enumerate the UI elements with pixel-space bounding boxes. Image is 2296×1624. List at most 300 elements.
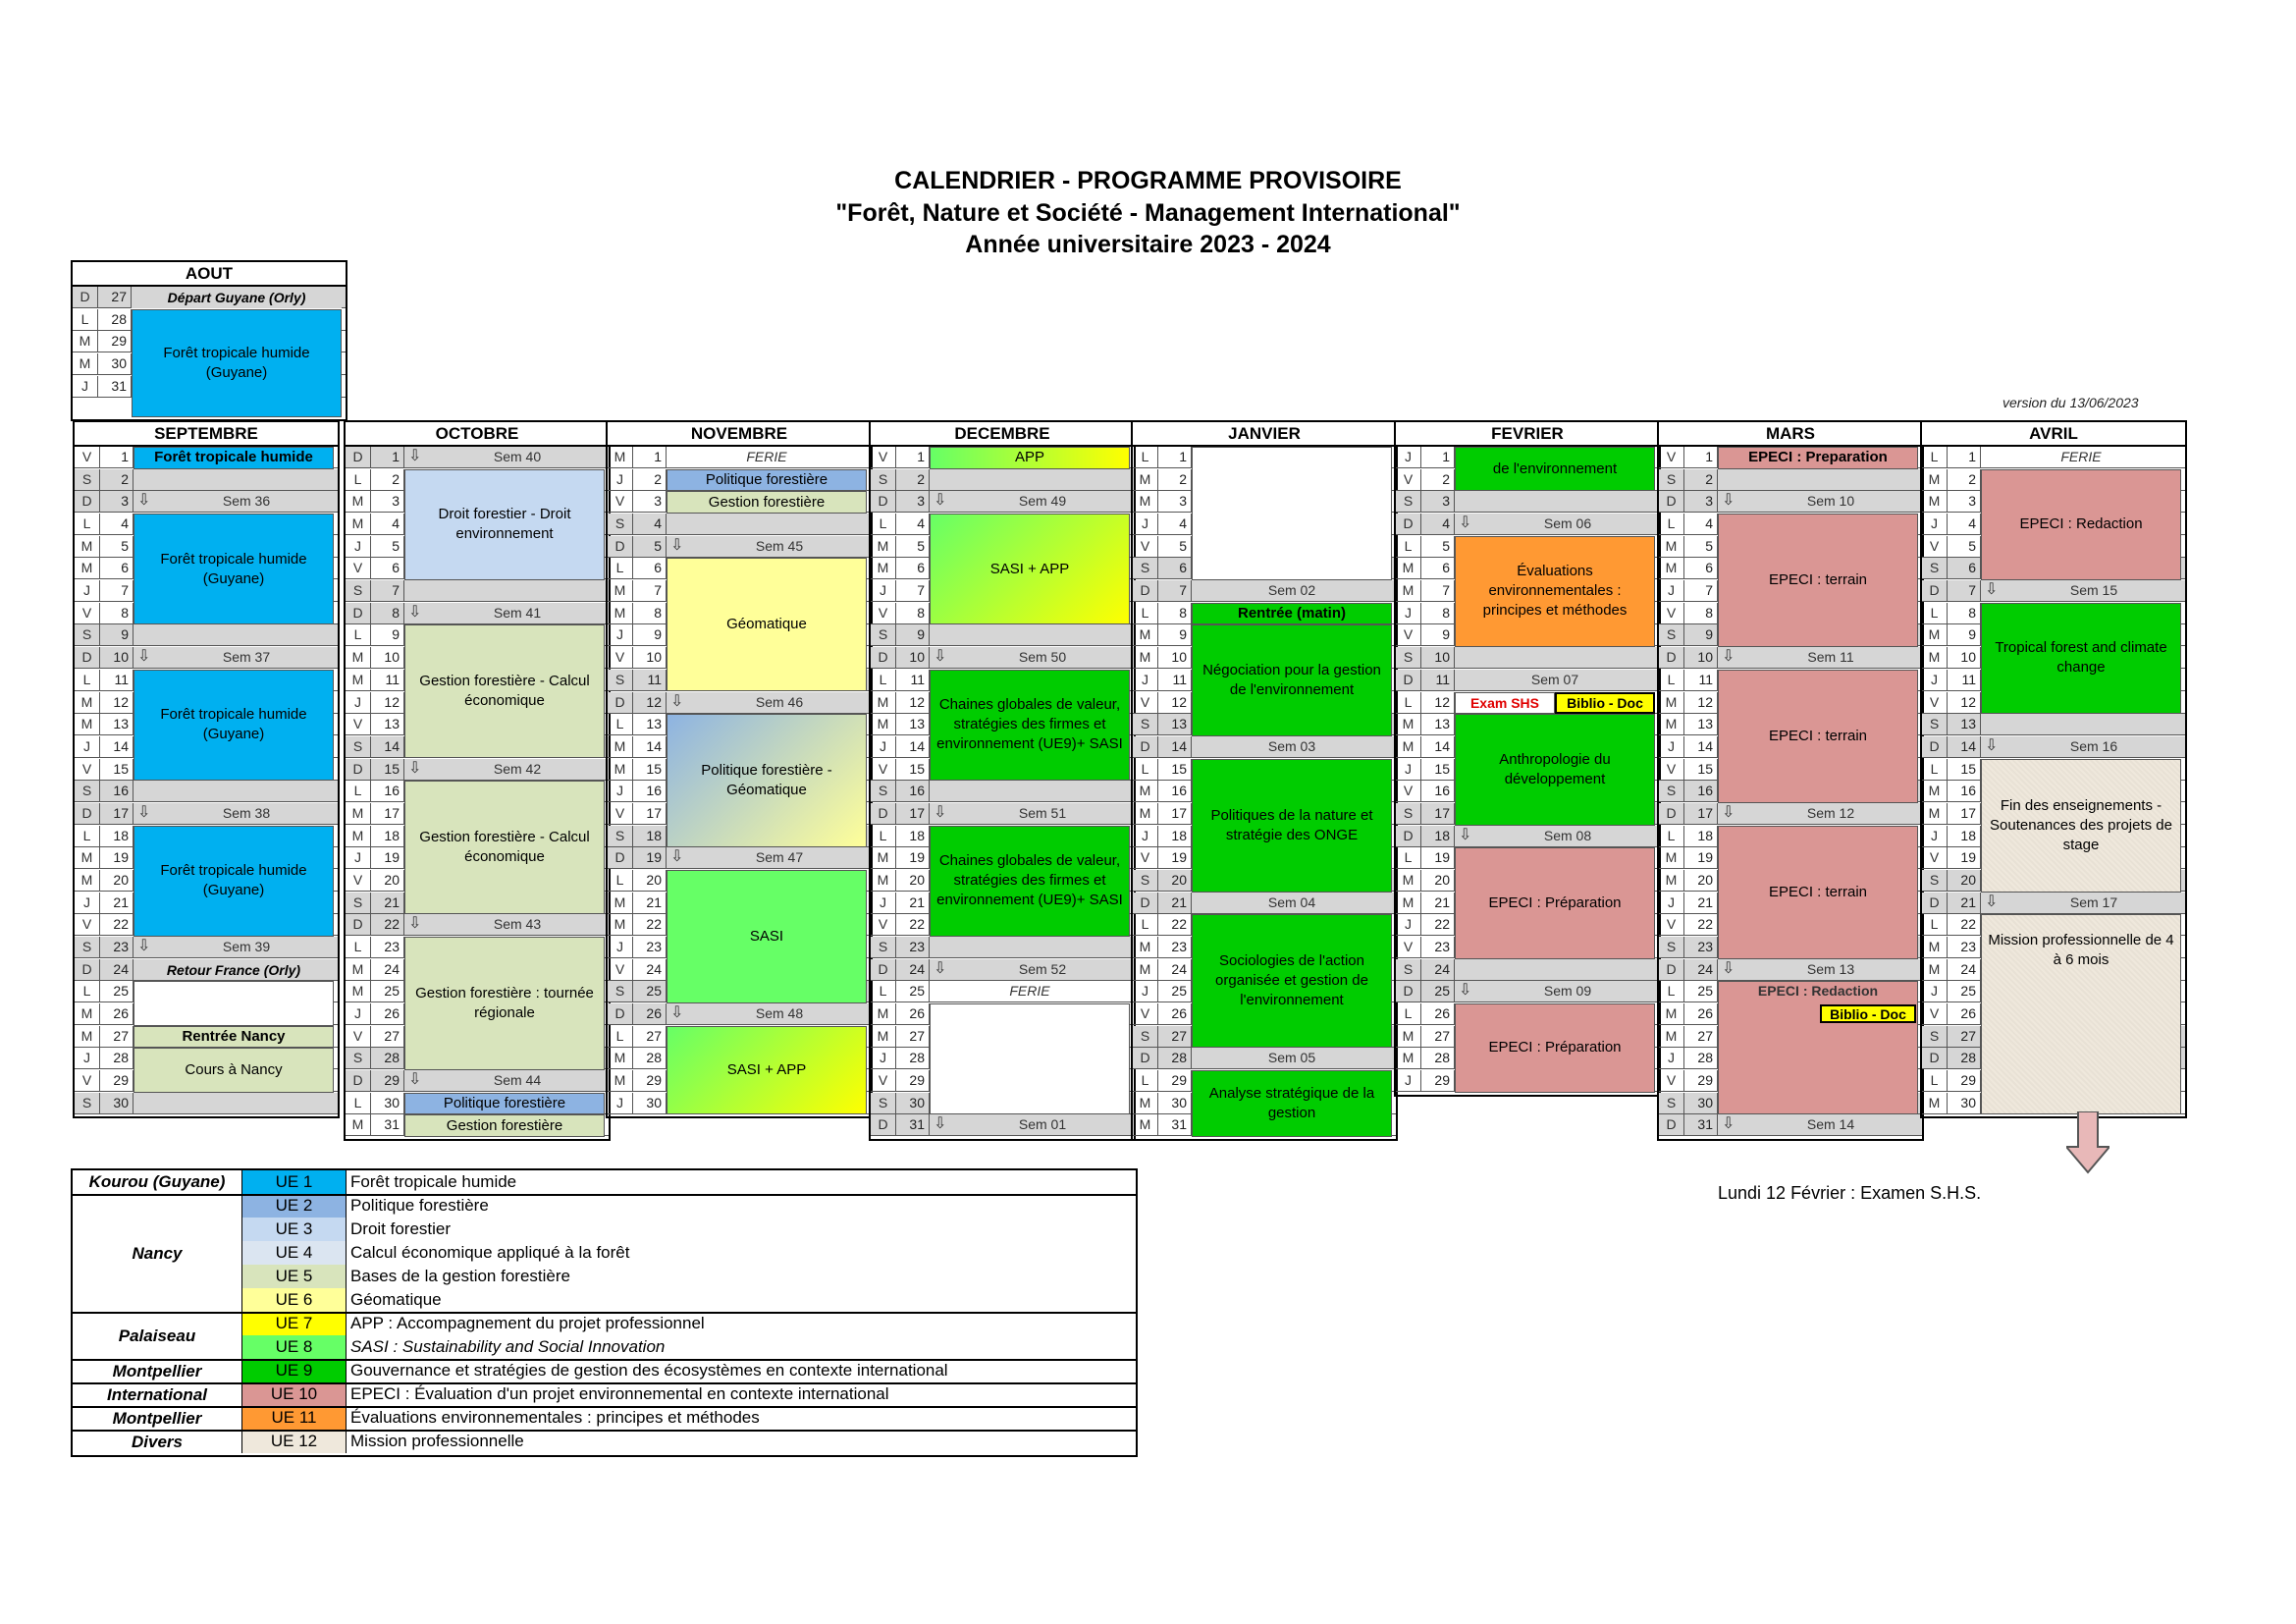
day-letter: M [75,714,100,734]
day-letter: M [871,558,896,578]
day-number: 11 [896,670,930,690]
day-row [75,469,338,491]
day-number: 25 [371,981,404,1001]
event-block: Évaluations environnementales : principes et méthodes [1455,536,1655,647]
day-letter: M [871,847,896,868]
day-number: 24 [371,959,404,980]
day-letter: J [346,1003,371,1024]
day-number: 11 [1948,670,1981,690]
day-number: 26 [371,1003,404,1024]
day-letter: M [1396,714,1421,734]
week-label: Sem 40 [493,449,542,464]
legend-table [71,1168,1138,1457]
day-number: 22 [100,914,133,935]
event-block: Droit forestier - Droit environnement [404,469,605,580]
legend-divider [73,1359,1136,1361]
day-number: 8 [1948,603,1981,623]
day-number: 2 [1421,469,1455,490]
day-letter: J [75,893,100,913]
day-letter: S [1922,1026,1948,1047]
legend-ue-code: UE 4 [242,1241,347,1265]
day-letter: V [608,647,633,668]
day-letter: M [608,1048,633,1068]
week-label: Sem 07 [1530,671,1579,687]
day-letter: D [1922,736,1948,757]
event-block: SASI + APP [930,514,1130,624]
event-block: EPECI : Preparation [1718,447,1918,469]
day-number: 22 [1948,914,1981,935]
day-letter: J [1659,736,1684,757]
event-block: Rentrée (matin) [1192,603,1392,625]
day-letter: M [1133,469,1158,490]
day-letter: J [1659,893,1684,913]
day-number: 23 [1684,937,1718,957]
event-block: de l'environnement [1455,447,1655,491]
day-letter: M [1922,959,1948,980]
legend-ue-code: UE 8 [242,1335,347,1359]
day-number: 21 [896,893,930,913]
day-number: 17 [896,803,930,824]
week-label: Sem 48 [755,1005,804,1021]
day-letter: M [1659,714,1684,734]
day-letter: D [1659,491,1684,512]
day-letter: M [1922,937,1948,957]
day-letter: L [1659,514,1684,534]
day-letter: V [75,1070,100,1091]
day-number: 28 [98,309,132,330]
day-letter: J [1659,580,1684,601]
day-number: 11 [1421,670,1455,690]
week-arrow-icon: ⇩ [934,803,947,821]
day-number: 12 [100,692,133,713]
day-letter: D [871,1114,896,1135]
week-arrow-icon: ⇩ [934,492,947,510]
day-number: 6 [1684,558,1718,578]
holiday-label: FERIE [746,449,787,464]
day-letter: J [871,736,896,757]
day-number: 24 [100,959,133,980]
day-letter: S [871,469,896,490]
day-number: 16 [633,781,667,801]
day-letter: D [1133,736,1158,757]
day-number: 25 [1948,981,1981,1001]
day-letter: V [346,558,371,578]
day-number: 9 [1421,624,1455,645]
day-letter: S [1659,1093,1684,1113]
day-number: 1 [633,447,667,467]
day-number: 25 [1158,981,1192,1001]
day-row [1396,959,1659,981]
day-number: 13 [1421,714,1455,734]
day-letter: L [346,624,371,645]
day-letter: M [1659,870,1684,891]
event-block: Sociologies de l'action organisée et gestion de l'environnement [1192,914,1392,1048]
day-letter: L [1396,692,1421,713]
day-row [871,937,1134,958]
day-letter: S [1396,491,1421,512]
legend-ue-code: UE 7 [242,1312,347,1335]
legend-divider [73,1430,1136,1432]
week-label: Sem 41 [493,604,542,621]
week-arrow-icon: ⇩ [934,1115,947,1133]
day-number: 11 [633,670,667,690]
day-number: 28 [1684,1048,1718,1068]
month-title: JANVIER [1133,422,1396,447]
day-letter: V [608,803,633,824]
day-number: 4 [1421,514,1455,534]
day-letter: L [871,981,896,1001]
day-number: 19 [1684,847,1718,868]
day-number: 16 [1158,781,1192,801]
day-letter: J [73,376,98,397]
day-number: 20 [100,870,133,891]
day-letter: S [75,624,100,645]
day-number: 20 [1421,870,1455,891]
day-letter: M [1133,1114,1158,1135]
event-block: Politiques de la nature et stratégie des ONGE [1192,759,1392,893]
day-number: 14 [371,736,404,757]
day-number: 31 [896,1114,930,1135]
day-letter: S [1659,937,1684,957]
day-letter: L [608,1026,633,1047]
day-number: 1 [896,447,930,467]
day-letter: M [1922,803,1948,824]
day-letter: J [1133,981,1158,1001]
week-arrow-icon: ⇩ [934,959,947,977]
day-letter: D [346,1070,371,1091]
event-block: Gestion forestière - Calcul économique [404,624,605,758]
day-number: 7 [371,580,404,601]
day-letter: J [1922,670,1948,690]
day-row [1922,714,2185,735]
day-letter: V [1133,847,1158,868]
day-letter: M [871,692,896,713]
month-title: AOUT [73,262,346,287]
day-number: 18 [633,826,667,846]
legend-ue-text: Bases de la gestion forestière [350,1267,570,1285]
day-number: 20 [371,870,404,891]
day-number: 17 [1684,803,1718,824]
day-letter: J [75,580,100,601]
day-number: 5 [371,536,404,557]
day-number: 29 [98,331,132,352]
day-number: 7 [1421,580,1455,601]
exam-note: Lundi 12 Février : Examen S.H.S. [1718,1183,1982,1203]
day-number: 22 [896,914,930,935]
day-letter: D [1133,580,1158,601]
day-letter: D [1659,647,1684,668]
day-letter: D [608,847,633,868]
event-block: EPECI : Préparation [1455,847,1655,958]
day-number: 5 [1421,536,1455,557]
day-letter: J [871,1048,896,1068]
event-block: Négociation pour la gestion de l'environnement [1192,624,1392,735]
week-label: Sem 38 [222,804,271,821]
day-number: 7 [896,580,930,601]
day-letter: J [1922,514,1948,534]
day-number: 20 [633,870,667,891]
day-letter: J [1396,759,1421,780]
day-letter: V [75,914,100,935]
day-letter: D [1396,826,1421,846]
day-letter: L [1922,603,1948,623]
week-label: Sem 11 [1807,649,1854,666]
legend-ue-text: Géomatique [350,1290,442,1309]
day-letter: S [1133,558,1158,578]
day-letter: L [75,514,100,534]
day-number: 24 [896,959,930,980]
day-letter: L [1922,914,1948,935]
day-letter: M [1922,491,1948,512]
legend-site: Montpellier [73,1359,242,1382]
day-letter: L [346,1093,371,1113]
week-arrow-icon: ⇩ [670,1004,684,1021]
legend-site: Nancy [73,1194,242,1312]
day-number: 23 [633,937,667,957]
day-letter: D [75,647,100,668]
week-arrow-icon: ⇩ [670,848,684,866]
day-letter: L [1133,914,1158,935]
day-letter: L [1396,536,1421,557]
month-title: MARS [1659,422,1922,447]
day-number: 15 [1684,759,1718,780]
day-letter: V [608,959,633,980]
week-label: Sem 36 [222,493,271,510]
month-title: OCTOBRE [346,422,609,447]
day-number: 24 [1948,959,1981,980]
day-letter: M [608,1070,633,1091]
week-label: Sem 42 [493,760,542,777]
week-label: Sem 47 [755,849,804,866]
week-label: Sem 05 [1267,1050,1316,1066]
day-letter: V [75,759,100,780]
day-letter: V [871,1070,896,1091]
day-letter: J [75,1048,100,1068]
day-letter: D [871,803,896,824]
day-number: 1 [1158,447,1192,467]
week-arrow-icon: ⇩ [1985,736,1999,754]
day-number: 19 [1158,847,1192,868]
day-letter: M [1396,893,1421,913]
day-number: 15 [633,759,667,780]
week-arrow-icon: ⇩ [137,492,151,510]
day-number: 23 [1421,937,1455,957]
day-letter: M [608,580,633,601]
week-arrow-icon: ⇩ [1722,492,1735,510]
event-block: Chaines globales de valeur, stratégies des firmes et environnement (UE9)+ SASI [930,826,1130,937]
day-letter: D [608,1003,633,1024]
day-number: 16 [100,781,133,801]
event-block: Départ Guyane (Orly) [132,287,342,308]
event-block: Anthropologie du développement [1455,714,1655,825]
day-letter: M [346,491,371,512]
day-letter: V [75,603,100,623]
legend-ue-text: Gouvernance et stratégies de gestion des écosystèmes en contexte international [350,1361,948,1380]
day-letter: M [608,914,633,935]
day-number: 19 [100,847,133,868]
event-block: SASI + APP [667,1026,867,1115]
event-block: Gestion forestière [404,1114,605,1137]
day-letter: V [608,491,633,512]
day-letter: L [608,870,633,891]
day-letter: S [1133,714,1158,734]
day-row [75,1093,338,1114]
day-number: 24 [1158,959,1192,980]
day-letter: D [871,959,896,980]
month-fevrier [1394,420,1661,1097]
day-letter: S [1922,558,1948,578]
day-number: 26 [1684,1003,1718,1024]
day-letter: L [75,826,100,846]
day-row [75,624,338,646]
day-number: 5 [633,536,667,557]
day-row [871,781,1134,802]
week-label: Sem 39 [222,939,271,954]
day-number: 21 [1421,893,1455,913]
day-number: 19 [371,847,404,868]
day-letter: V [1659,1070,1684,1091]
event-block: Gestion forestière - Calcul économique [404,781,605,914]
day-number: 18 [1948,826,1981,846]
event-block: Géomatique [667,558,867,691]
month-title: DECEMBRE [871,422,1134,447]
day-number: 3 [1948,491,1981,512]
day-letter: V [871,759,896,780]
week-label: Sem 43 [493,916,542,933]
day-letter: S [346,736,371,757]
day-number: 6 [371,558,404,578]
title-main: CALENDRIER - PROGRAMME PROVISOIRE [894,167,1402,194]
day-number: 4 [1158,514,1192,534]
day-number: 5 [1684,536,1718,557]
week-arrow-icon: ⇩ [1722,648,1735,666]
day-number: 14 [896,736,930,757]
legend-ue-text: SASI : Sustainability and Social Innovation [350,1337,666,1356]
continue-arrow-icon [2066,1111,2109,1174]
legend-ue-text: EPECI : Évaluation d'un projet environnemental en contexte international [350,1384,889,1403]
event-block: Politique forestière [667,469,867,492]
day-number: 13 [633,714,667,734]
day-number: 9 [1948,624,1981,645]
day-letter: M [73,353,98,374]
day-number: 27 [633,1026,667,1047]
day-number: 23 [1158,937,1192,957]
day-letter: L [75,670,100,690]
day-number: 20 [1684,870,1718,891]
day-letter: M [73,331,98,352]
day-letter: D [1133,893,1158,913]
week-label: Sem 14 [1806,1116,1855,1133]
day-letter: L [1922,759,1948,780]
day-letter: S [1396,959,1421,980]
legend-site: Divers [73,1430,242,1453]
day-number: 29 [1158,1070,1192,1091]
day-number: 5 [1158,536,1192,557]
day-number: 13 [1948,714,1981,734]
day-number: 18 [1421,826,1455,846]
day-number: 13 [1684,714,1718,734]
day-letter: D [1396,981,1421,1001]
day-number: 15 [371,759,404,780]
month-title: AVRIL [1922,422,2185,447]
day-number: 22 [1421,914,1455,935]
day-number: 21 [1684,893,1718,913]
day-number: 18 [100,826,133,846]
day-number: 25 [1421,981,1455,1001]
event-block: EPECI : terrain [1718,670,1918,803]
day-letter: M [1396,736,1421,757]
day-letter: M [1133,803,1158,824]
legend-divider [73,1312,1136,1314]
holiday-label: FERIE [1009,983,1050,1000]
week-label: Sem 37 [222,649,271,666]
legend-ue-text: Calcul économique appliqué à la forêt [350,1243,630,1262]
day-number: 26 [100,1003,133,1024]
week-label: Sem 45 [755,537,804,554]
day-letter: S [1659,469,1684,490]
day-number: 3 [633,491,667,512]
month-octobre [344,420,611,1141]
day-number: 11 [1158,670,1192,690]
day-number: 3 [896,491,930,512]
week-label: Sem 06 [1543,515,1592,531]
day-number: 27 [896,1026,930,1047]
week-arrow-icon: ⇩ [137,938,151,954]
day-letter: M [871,1026,896,1047]
week-label: Sem 17 [2069,893,2118,910]
day-number: 13 [1158,714,1192,734]
event-block: APP [930,447,1130,469]
week-arrow-icon: ⇩ [408,448,422,464]
legend-ue-code: UE 11 [242,1406,347,1430]
day-number: 24 [633,959,667,980]
day-number: 2 [1158,469,1192,490]
day-number: 26 [896,1003,930,1024]
day-number: 22 [371,914,404,935]
day-letter: L [1659,981,1684,1001]
day-letter: M [75,1026,100,1047]
day-number: 30 [633,1093,667,1113]
day-letter: M [1133,781,1158,801]
week-arrow-icon: ⇩ [408,915,422,933]
day-number: 30 [896,1093,930,1113]
day-letter: S [608,670,633,690]
day-letter: M [75,558,100,578]
day-number: 28 [896,1048,930,1068]
day-number: 30 [1158,1093,1192,1113]
day-letter: M [871,714,896,734]
day-letter: S [871,624,896,645]
event-block: Forêt tropicale humide (Guyane) [132,309,342,417]
legend-ue-text: APP : Accompagnement du projet professionnel [350,1314,705,1332]
day-letter: S [1396,647,1421,668]
day-number: 9 [1684,624,1718,645]
day-letter: M [1396,1048,1421,1068]
legend-ue-code: UE 10 [242,1382,347,1406]
event-block: Fin des enseignements - Soutenances des projets de stage [1981,759,2181,893]
day-number: 15 [100,759,133,780]
month-title: NOVEMBRE [608,422,871,447]
legend-ue-code: UE 3 [242,1218,347,1241]
week-arrow-icon: ⇩ [1459,826,1472,843]
day-letter: J [608,469,633,490]
day-number: 12 [371,692,404,713]
day-letter: S [346,1048,371,1068]
day-letter: S [346,580,371,601]
day-letter: L [871,514,896,534]
day-number: 23 [896,937,930,957]
day-letter: M [1396,870,1421,891]
